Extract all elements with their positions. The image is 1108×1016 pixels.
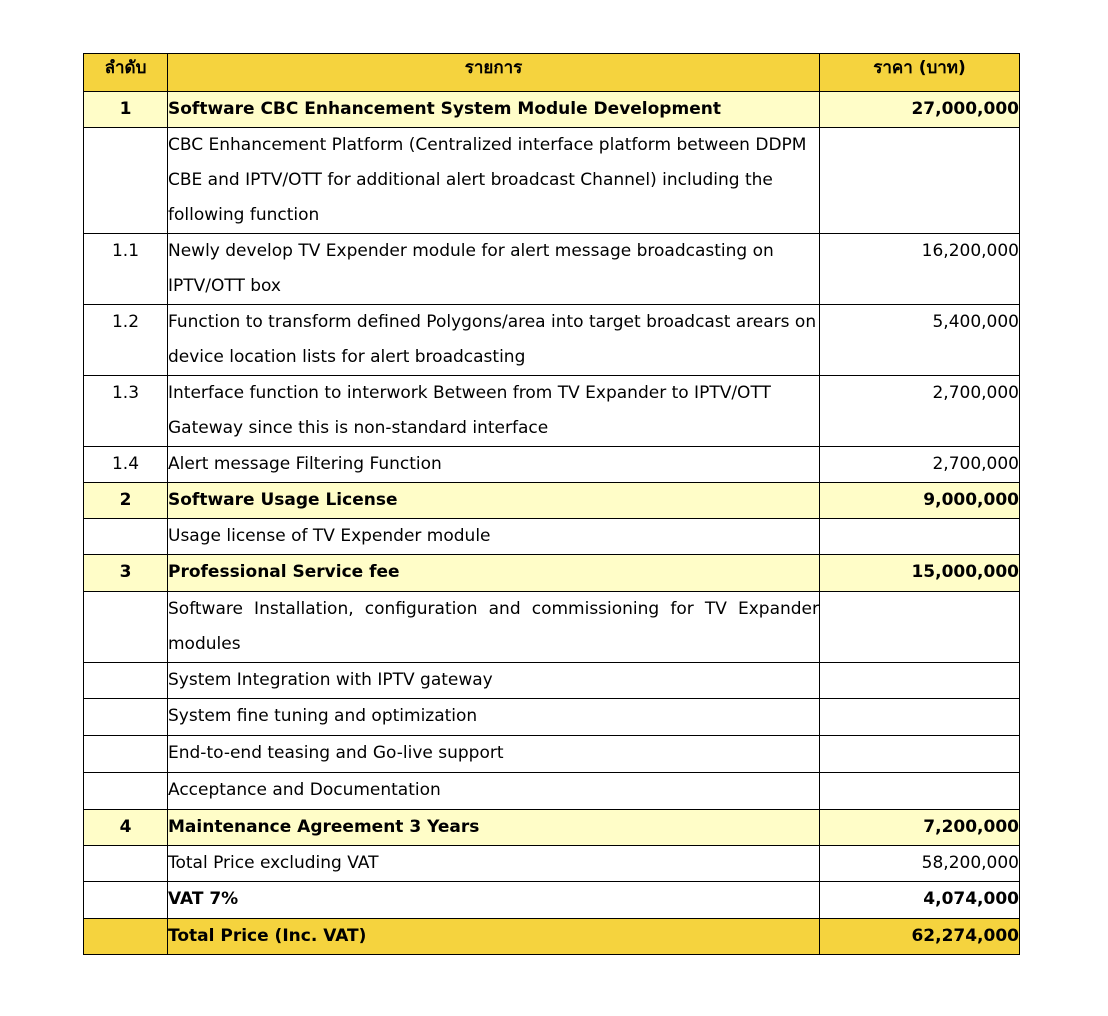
row-number xyxy=(84,736,168,773)
row-price xyxy=(820,519,1020,555)
row-number: 2 xyxy=(84,483,168,519)
table-row xyxy=(84,699,1020,736)
row-price xyxy=(820,592,1020,663)
header-item: รายการ xyxy=(168,54,820,92)
table-row-vat xyxy=(84,882,1020,919)
row-number xyxy=(84,699,168,736)
row-price xyxy=(820,128,1020,234)
row-item: Professional Service fee xyxy=(168,555,820,592)
row-number xyxy=(84,882,168,919)
row-price: 58,200,000 xyxy=(820,846,1020,882)
row-number: 4 xyxy=(84,810,168,846)
row-price xyxy=(820,736,1020,773)
table-row xyxy=(84,592,1020,663)
table-row-section-3 xyxy=(84,555,1020,592)
row-price: 2,700,000 xyxy=(820,447,1020,483)
table-row xyxy=(84,447,1020,483)
row-price: 27,000,000 xyxy=(820,92,1020,128)
row-price: 16,200,000 xyxy=(820,234,1020,305)
table-row-section-4 xyxy=(84,810,1020,846)
row-number xyxy=(84,846,168,882)
row-item: Newly develop TV Expender module for alert message broadcasting on IPTV/OTT box xyxy=(168,234,820,305)
row-number: 1.2 xyxy=(84,305,168,376)
table-row xyxy=(84,234,1020,305)
price-table xyxy=(83,53,1020,955)
row-item: Total Price excluding VAT xyxy=(168,846,820,882)
row-item: Function to transform defined Polygons/area into target broadcast arears on device location lists for alert broadcasting xyxy=(168,305,820,376)
row-price xyxy=(820,699,1020,736)
row-item: Maintenance Agreement 3 Years xyxy=(168,810,820,846)
row-item: Software Installation, configuration and commissioning for TV Expander modules xyxy=(168,592,820,663)
row-item: VAT 7% xyxy=(168,882,820,919)
row-item: Interface function to interwork Between from TV Expander to IPTV/OTT Gateway since this is non-standard interface xyxy=(168,376,820,447)
row-number: 1.3 xyxy=(84,376,168,447)
row-price: 7,200,000 xyxy=(820,810,1020,846)
header-no: ลำดับ xyxy=(84,54,168,92)
table-row xyxy=(84,519,1020,555)
table-row-section-2 xyxy=(84,483,1020,519)
row-price: 62,274,000 xyxy=(820,919,1020,955)
row-item: Alert message Filtering Function xyxy=(168,447,820,483)
row-item: Usage license of TV Expender module xyxy=(168,519,820,555)
table-row xyxy=(84,376,1020,447)
row-number xyxy=(84,128,168,234)
table-row-subtotal xyxy=(84,846,1020,882)
row-number xyxy=(84,519,168,555)
row-price: 9,000,000 xyxy=(820,483,1020,519)
row-number xyxy=(84,663,168,699)
table-row xyxy=(84,663,1020,699)
row-price: 5,400,000 xyxy=(820,305,1020,376)
header-price: ราคา (บาท) xyxy=(820,54,1020,92)
row-number: 1.4 xyxy=(84,447,168,483)
table-row xyxy=(84,773,1020,810)
table-row xyxy=(84,128,1020,234)
row-number xyxy=(84,773,168,810)
table-header-row xyxy=(84,54,1020,92)
row-number xyxy=(84,592,168,663)
row-number: 1 xyxy=(84,92,168,128)
row-price xyxy=(820,663,1020,699)
row-price: 4,074,000 xyxy=(820,882,1020,919)
row-item: End-to-end teasing and Go-live support xyxy=(168,736,820,773)
row-number: 3 xyxy=(84,555,168,592)
row-price xyxy=(820,773,1020,810)
table-row-section-1 xyxy=(84,92,1020,128)
row-item: Total Price (Inc. VAT) xyxy=(168,919,820,955)
row-item: Software Usage License xyxy=(168,483,820,519)
row-item: CBC Enhancement Platform (Centralized interface platform between DDPM CBE and IPTV/OTT for additional alert broadcast Channel) including the following function xyxy=(168,128,820,234)
table-row-total xyxy=(84,919,1020,955)
row-number: 1.1 xyxy=(84,234,168,305)
table-row xyxy=(84,736,1020,773)
row-item: System fine tuning and optimization xyxy=(168,699,820,736)
row-item: Software CBC Enhancement System Module Development xyxy=(168,92,820,128)
row-price: 15,000,000 xyxy=(820,555,1020,592)
table-row xyxy=(84,305,1020,376)
row-number xyxy=(84,919,168,955)
row-price: 2,700,000 xyxy=(820,376,1020,447)
row-item: System Integration with IPTV gateway xyxy=(168,663,820,699)
row-item: Acceptance and Documentation xyxy=(168,773,820,810)
